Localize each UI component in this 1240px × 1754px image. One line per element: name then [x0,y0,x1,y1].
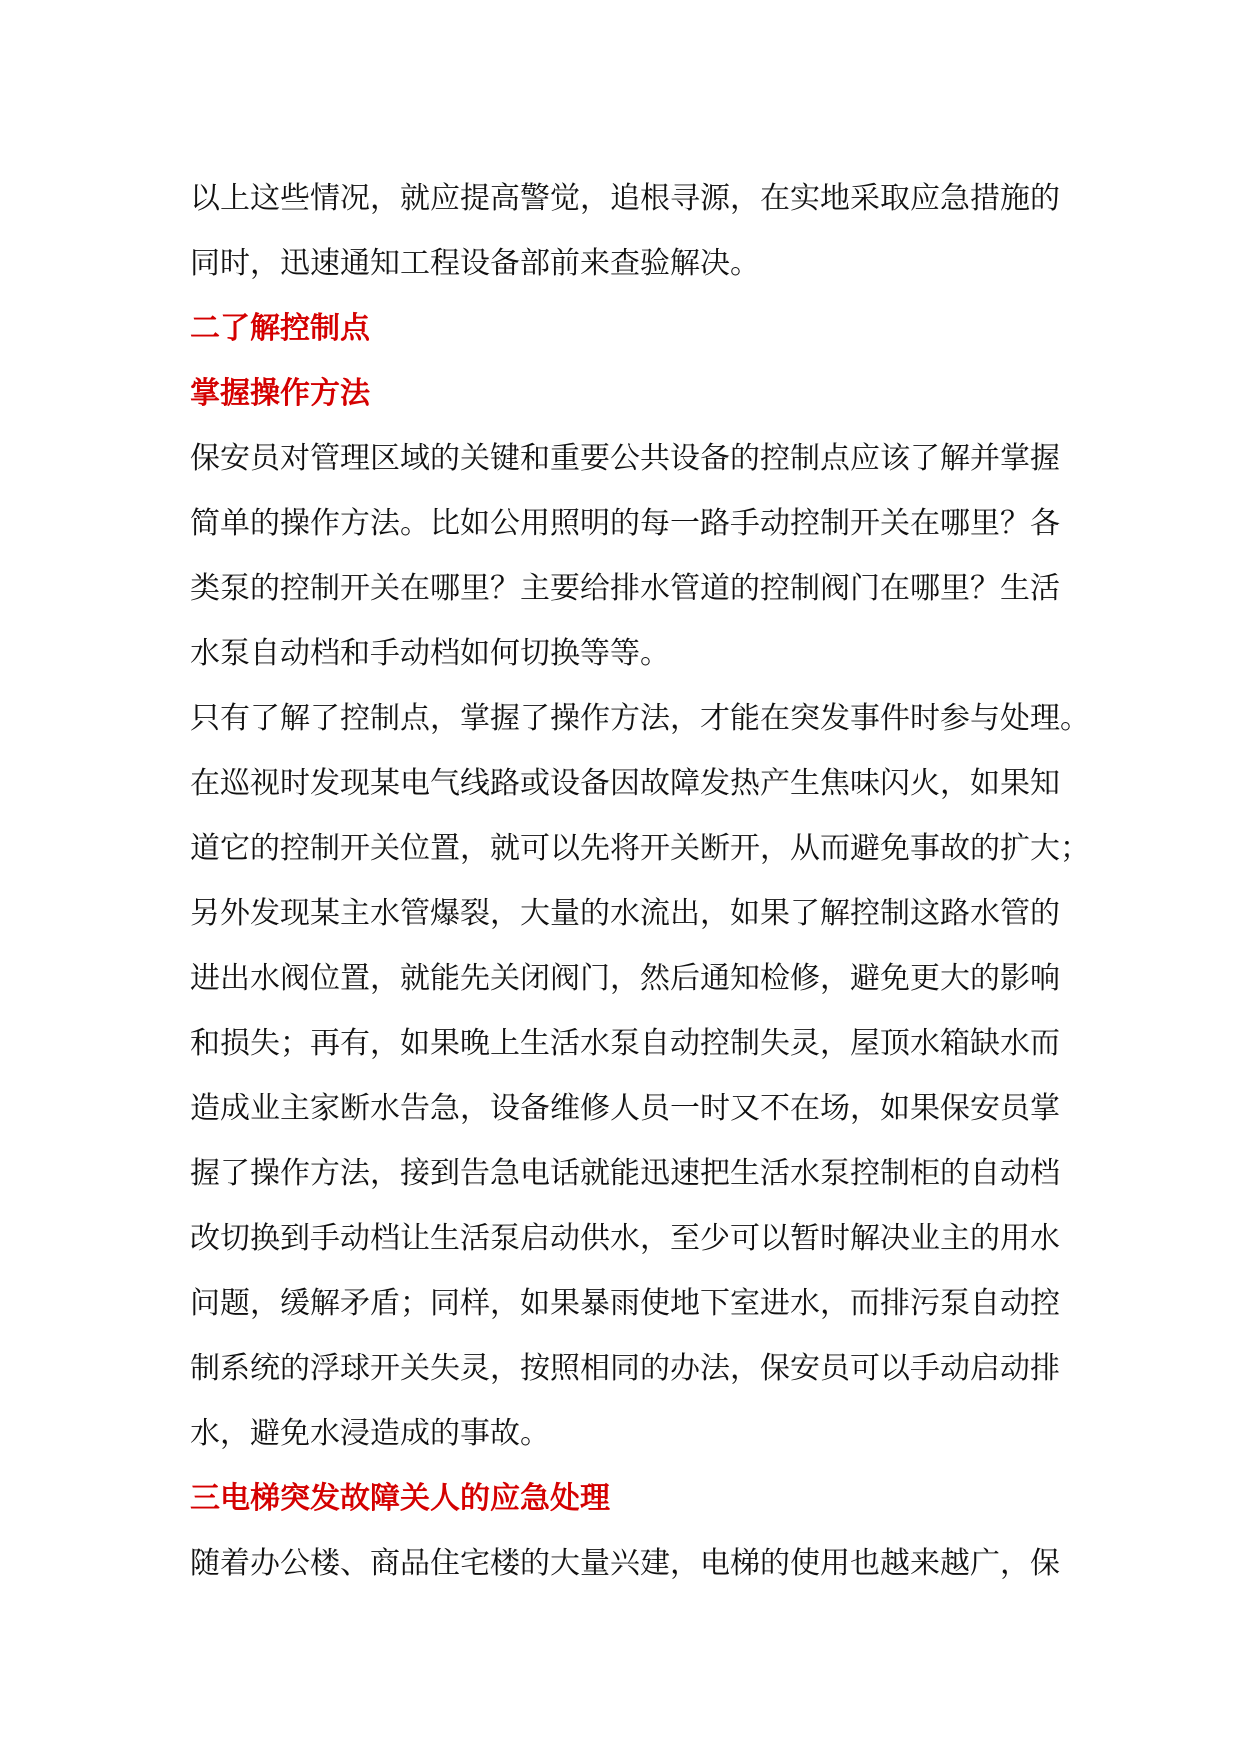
paragraph-line: 制系统的浮球开关失灵，按照相同的办法，保安员可以手动启动排 [190,1351,1060,1386]
section-heading: 二了解控制点 [190,311,370,346]
document-page [190,166,1090,1596]
paragraph-line: 类泵的控制开关在哪里？主要给排水管道的控制阀门在哪里？生活 [190,571,1060,606]
paragraph-line: 道它的控制开关位置，就可以先将开关断开，从而避免事故的扩大； [190,831,1090,866]
paragraph-line: 水，避免水浸造成的事故。 [190,1416,550,1451]
paragraph-line: 简单的操作方法。比如公用照明的每一路手动控制开关在哪里？各 [190,506,1060,541]
paragraph-line: 和损失；再有，如果晚上生活水泵自动控制失灵，屋顶水箱缺水而 [190,1026,1060,1061]
paragraph-line: 同时，迅速通知工程设备部前来查验解决。 [190,246,760,281]
paragraph-line: 进出水阀位置，就能先关闭阀门，然后通知检修，避免更大的影响 [190,961,1060,996]
paragraph-line: 只有了解了控制点，掌握了操作方法，才能在突发事件时参与处理。 [190,701,1090,736]
section-heading: 三电梯突发故障关人的应急处理 [190,1481,610,1516]
paragraph-line: 握了操作方法，接到告急电话就能迅速把生活水泵控制柜的自动档 [190,1156,1060,1191]
section-subheading: 掌握操作方法 [190,376,370,411]
paragraph-line: 造成业主家断水告急，设备维修人员一时又不在场，如果保安员掌 [190,1091,1060,1126]
paragraph-line: 改切换到手动档让生活泵启动供水，至少可以暂时解决业主的用水 [190,1221,1060,1256]
paragraph-line: 随着办公楼、商品住宅楼的大量兴建，电梯的使用也越来越广，保 [190,1546,1060,1581]
paragraph-line: 保安员对管理区域的关键和重要公共设备的控制点应该了解并掌握 [190,441,1060,476]
paragraph-line: 水泵自动档和手动档如何切换等等。 [190,636,670,671]
paragraph-line: 以上这些情况，就应提高警觉，追根寻源，在实地采取应急措施的 [190,181,1060,216]
paragraph-line: 问题，缓解矛盾；同样，如果暴雨使地下室进水，而排污泵自动控 [190,1286,1060,1321]
paragraph-line: 在巡视时发现某电气线路或设备因故障发热产生焦味闪火，如果知 [190,766,1060,801]
paragraph-line: 另外发现某主水管爆裂，大量的水流出，如果了解控制这路水管的 [190,896,1060,931]
